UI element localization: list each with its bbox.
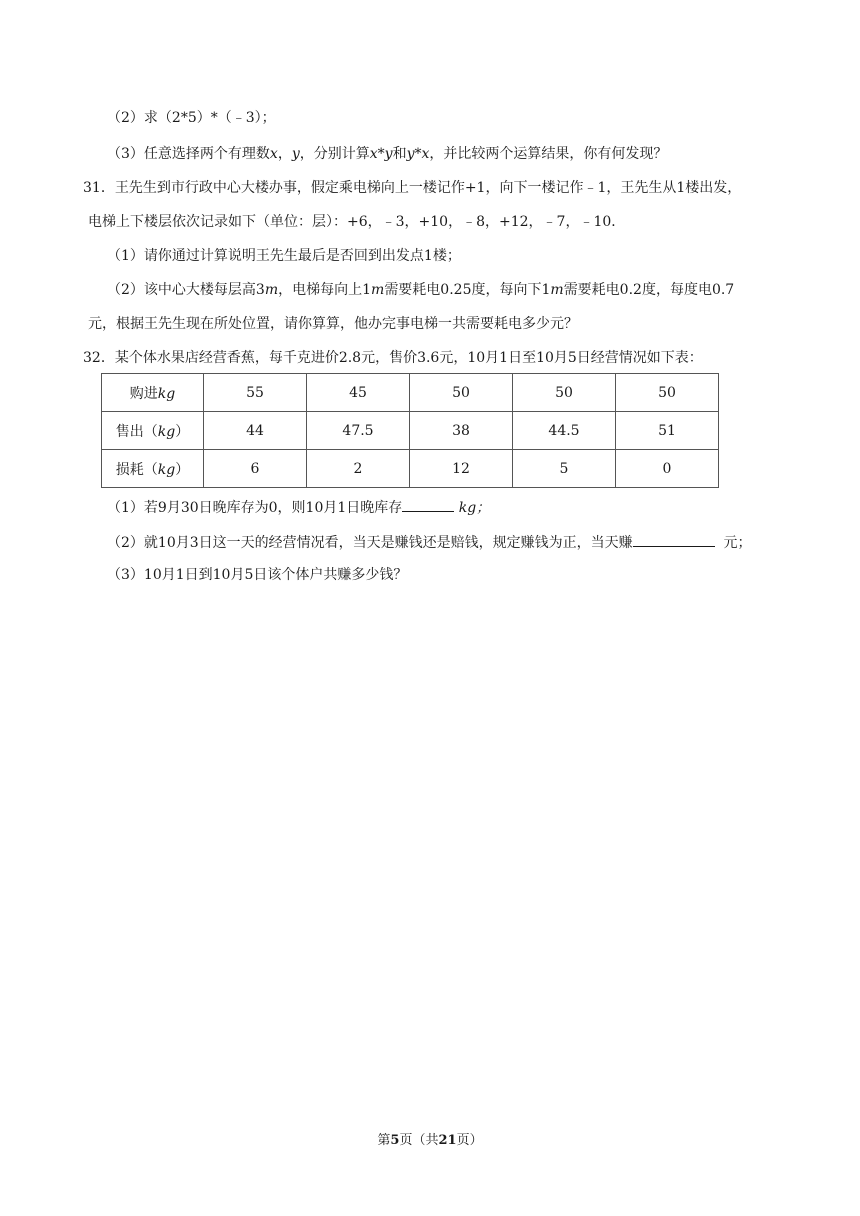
q32-table	[101, 373, 719, 488]
answer-blank-2[interactable]	[633, 531, 715, 547]
q32-sub1	[107, 496, 490, 518]
table-cell: 2	[307, 450, 410, 488]
table-cell: 47.5	[307, 412, 410, 450]
table-cell: 50	[410, 374, 513, 412]
table-cell: 50	[616, 374, 719, 412]
q31-sub2-line2: 元，根据王先生现在所处位置，请你算算，他办完事电梯一共需要耗电多少元？	[88, 316, 578, 332]
footer-prefix: 第	[377, 1133, 391, 1148]
q32-sub3: （3）10月1日到10月5日该个体户共赚多少钱？	[107, 567, 408, 583]
answer-blank-1[interactable]	[402, 496, 454, 512]
table-row-label: 损耗（kg）	[102, 450, 204, 488]
table-row	[102, 412, 719, 450]
table-row	[102, 450, 719, 488]
page-footer	[0, 1129, 860, 1148]
table-cell: 51	[616, 412, 719, 450]
table-cell: 38	[410, 412, 513, 450]
q32-sub2-unit: 元；	[723, 535, 752, 551]
table-cell: 55	[204, 374, 307, 412]
footer-suffix: 页）	[456, 1133, 483, 1148]
q32-sub1-text: （1）若9月30日晚库存为0，则10月1日晚库存	[107, 500, 403, 516]
table-cell: 50	[513, 374, 616, 412]
table-row	[102, 374, 719, 412]
table-cell: 6	[204, 450, 307, 488]
q32-intro: 32．某个体水果店经营香蕉，每千克进价2.8元，售价3.6元，10月1日至10月5日经营情况如下表：	[83, 350, 703, 366]
footer-page-number: 5	[390, 1133, 400, 1148]
q30-sub2: （2）求（2*5）*（﹣3）；	[107, 110, 276, 126]
table-cell: 45	[307, 374, 410, 412]
q32-sub2-text: （2）就10月3日这一天的经营情况看，当天是赚钱还是赔钱，规定赚钱为正，当天赚	[107, 535, 633, 551]
q31-sub2-line1: （2）该中心大楼每层高3m，电梯每向上1m需要耗电0.25度，每向下1m需要耗电0.2度，每度电0.7	[107, 282, 735, 298]
q32-sub2	[107, 531, 752, 553]
q31-line2: 电梯上下楼层依次记录如下（单位：层）：+6，﹣3，+10，﹣8，+12，﹣7，﹣10．	[88, 214, 626, 230]
footer-page-total: 21	[438, 1133, 457, 1148]
q31-sub1: （1）请你通过计算说明王先生最后是否回到出发点1楼；	[107, 248, 461, 264]
table-cell: 44.5	[513, 412, 616, 450]
q32-sub1-unit: kg；	[458, 500, 491, 516]
table-cell: 12	[410, 450, 513, 488]
table-row-label: 售出（kg）	[102, 412, 204, 450]
table-cell: 0	[616, 450, 719, 488]
q31-line1: 31．王先生到市行政中心大楼办事，假定乘电梯向上一楼记作+1，向下一楼记作﹣1，王先生从1楼出发，	[83, 180, 742, 196]
table-cell: 44	[204, 412, 307, 450]
footer-mid: 页（共	[399, 1133, 439, 1148]
q30-sub3: （3）任意选择两个有理数x，y，分别计算x*y和y*x，并比较两个运算结果，你有何发现？	[107, 146, 668, 162]
table-row-label: 购进kg	[102, 374, 204, 412]
table-cell: 5	[513, 450, 616, 488]
